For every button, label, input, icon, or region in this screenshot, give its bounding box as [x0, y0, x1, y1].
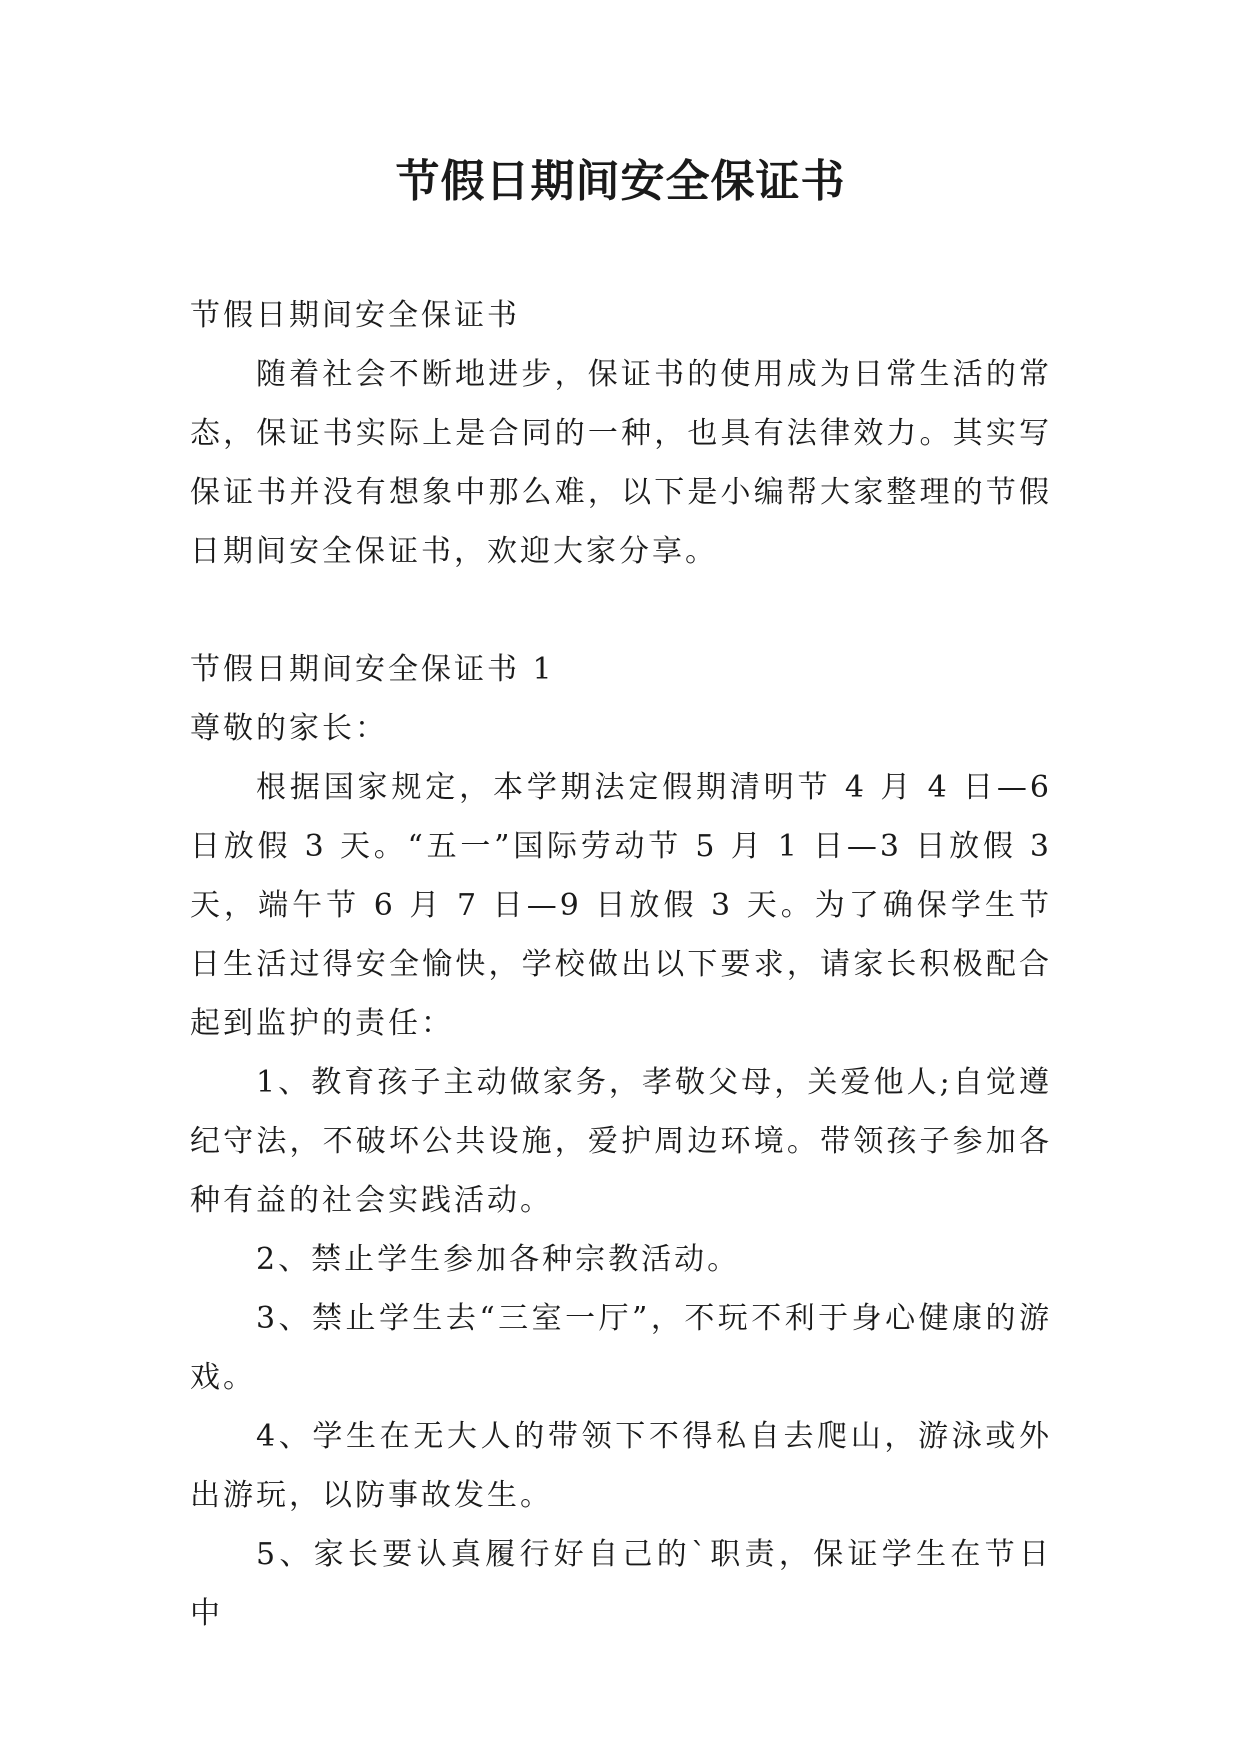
list-item-1: 1、教育孩子主动做家务，孝敬父母，关爱他人;自觉遵纪守法，不破坏公共设施，爱护周边环境。带领孩子参加各种有益的社会实践活动。 [190, 1065, 1052, 1218]
document-body [190, 286, 1052, 1643]
salutation: 尊敬的家长： [190, 711, 388, 746]
document-title: 节假日期间安全保证书 [395, 156, 846, 207]
paragraph-spacer [190, 581, 1052, 640]
list-item-3: 3、禁止学生去“三室一厅”，不玩不利于身心健康的游戏。 [190, 1301, 1052, 1395]
holiday-paragraph: 根据国家规定，本学期法定假期清明节 4 月 4 日—6 日放假 3 天。“五一”国际劳动节 5 月 1 日—3 日放假 3 天，端午节 6 月 7 日—9 日放假 3 天。为了确保学生节日生活过得安全愉快，学校做出以下要求，请家长积极配合起到监护的责任： [190, 770, 1052, 1041]
list-item-4: 4、学生在无大人的带领下不得私自去爬山，游泳或外出游玩，以防事故发生。 [190, 1419, 1052, 1513]
document-subtitle: 节假日期间安全保证书 [190, 298, 520, 333]
list-item-5: 5、家长要认真履行好自己的`职责，保证学生在节日中 [190, 1537, 1052, 1631]
intro-paragraph: 随着社会不断地进步，保证书的使用成为日常生活的常态，保证书实际上是合同的一种，也具有法律效力。其实写保证书并没有想象中那么难，以下是小编帮大家整理的节假日期间安全保证书，欢迎大家分享。 [190, 357, 1052, 569]
list-item-2: 2、禁止学生参加各种宗教活动。 [256, 1242, 741, 1277]
section-heading: 节假日期间安全保证书 1 [190, 652, 555, 687]
